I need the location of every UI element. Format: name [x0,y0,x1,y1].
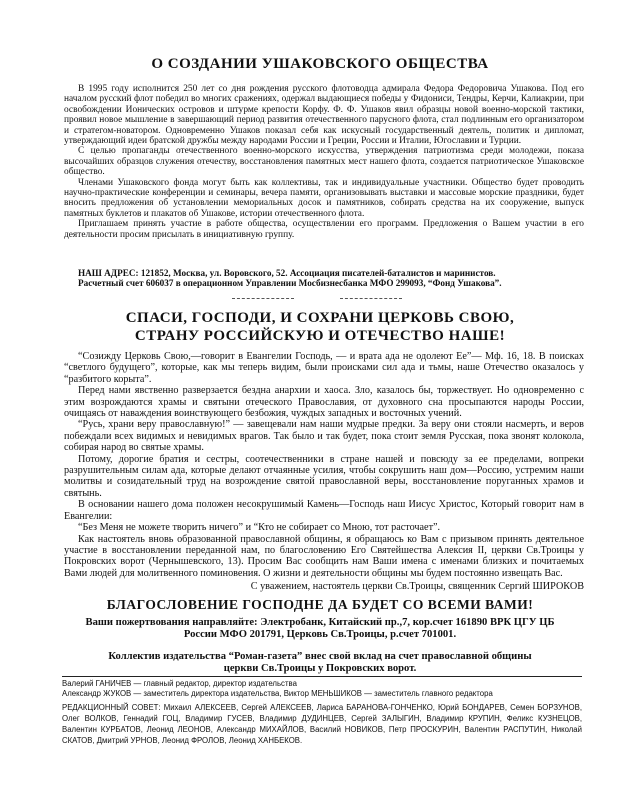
church-article-title-line2: СТРАНУ РОССИЙСКУЮ И ОТЕЧЕСТВО НАШЕ! [134,328,506,344]
church-paragraph: В основании нашего дома положен несокрушимый Камень—Господь наш Иисус Христос, Который говорит нам в Евангелии: [64,499,584,522]
ushakov-address [64,268,584,289]
donations-line: Ваши пожертвования направляйте: Электробанк, Китайский пр.,7, кор.счет 161890 ВРК ЦГУ ЦБ [85,617,555,628]
church-paragraph: Перед нами явственно разверзается бездна анархии и хаоса. Зло, казалось бы, торжествует. Но одновременно с этим возрождаются храмы и святыни отеческого Православия, от духовного сна просыпаются народы России, очищаясь от наваждения воинствующего безбожия, чуждых западных и восточных учений. [64,385,584,420]
editorial-board: РЕДАКЦИОННЫЙ СОВЕТ: Михаил АЛЕКСЕЕВ, Сергей АЛЕКСЕЕВ, Лариса БАРАНОВА-ГОНЧЕНКО, Юрий БОНДАРЕВ, Семен БОРЗУНОВ, Олег ВОЛКОВ, Геннадий ГОЦ, Владимир ГУСЕВ, Владимир ДУДИНЦЕВ, Сергей ЗАЛЫГИН, Владимир КРУПИН, Феликс КУЗНЕЦОВ, Валентин КУРБАТОВ, Леонид ЛЕОНОВ, Александр МИХАЙЛОВ, Василий НОВИКОВ, Петр ПРОСКУРИН, Валентин РАСПУТИН, Николай СКАТОВ, Дмитрий УРНОВ, Леонид ФРОЛОВ, Леонид ХАНБЕКОВ. [62,703,582,745]
church-article-title-line1: СПАСИ, ГОСПОДИ, И СОХРАНИ ЦЕРКОВЬ СВОЮ, [125,310,515,326]
ushakov-paragraph: Приглашаем принять участие в работе общества, осуществлении его программ. Предложения о Вашем участии в его деятельности просим присылать в инициативную группу. [64,219,584,240]
donations-line: России МФО 201791, Церковь Св.Троицы, р.счет 701001. [183,629,457,640]
church-paragraph: “Русь, храни веру православную!” — завещевали нам наши мудрые предки. За веру они стояли насмерть, и веров побеждали всех видимых и невидимых врагов. Так было и так будет, пока стоит земля Русская, пока звонят колокола, собирая народ во святые храмы. [64,419,584,454]
deputy-line: Александр ЖУКОВ — заместитель директора издательства, Виктор МЕНЬШИКОВ — заместитель главного редактора [62,689,493,698]
church-article-body [64,351,584,579]
chief-editor-line: Валерий ГАНИЧЕВ — главный редактор, директор издательства [62,679,297,688]
church-paragraph: “Без Меня не можете творить ничего” и “Кто не собирает со Мною, тот расточает”. [78,522,441,534]
publisher-contribution [0,651,640,675]
church-paragraph: Потому, дорогие братия и сестры, соотечественники в стране нашей и повсюду за ее пределами, вопреки разрушительным силам ада, которые делают отчаянные усилия, чтобы сокрушить наш дом—Россию, устремим наши молитвы и созидательный труд на возрождение святой православной веры, восстановление поруганных храмов и святынь. [64,453,584,499]
church-signature: С уважением, настоятель церкви Св.Троицы, священник Сергий ШИРОКОВ [250,581,584,592]
church-paragraph: “Созижду Церковь Свою,—говорит в Евангелии Господь, — и врата ада не одолеют Ее”— Мф. 16, 18. В поисках “светлого будущего”, которые, как мы теперь видим, были происками сил ада и тьмы, наше Отечество оказалось у “разбитого корыта”. [64,351,584,385]
address-line: НАШ АДРЕС: 121852, Москва, ул. Воровского, 52. Ассоциация писателей-баталистов и маринистов. [78,268,496,278]
editorial-credits [62,679,582,699]
section-divider [232,298,294,299]
blessing-heading: БЛАГОСЛОВЕНИЕ ГОСПОДНЕ ДА БУДЕТ СО ВСЕМИ ВАМИ! [106,597,534,612]
section-divider [340,298,402,299]
bank-account-line: Расчетный счет 606037 в операционном Управлении Мосбизнесбанка МФО 299093, “Фонд Ушакова”. [78,278,502,289]
ushakov-paragraph: В 1995 году исполнится 250 лет со дня рождения русского флотоводца адмирала Федора Федоровича Ушакова. Под его началом русский флот победил во многих сражениях, одержал выдающиеся победы у Фидониси, Тендры, Керчи, Калиакрии, при освобождении Ионических островов и штурме крепости Корфу. Ф. Ф. Ушаков явил образцы новой военно-морской тактики, проявил новое мышление в завершающий период развития отечественного парусного флота, стал подлинным его организатором и стратегом-новатором. Одновременно Ушаков показал себя как искусный государственный деятель, политик и дипломат, утверждающий идеи братской дружбы между народами России и Греции, России и Италии, Югославии и Турции. [64,84,584,147]
contribution-line: церкви Св.Троицы у Покровских ворот. [223,663,417,674]
credits-rule [62,676,582,677]
contribution-line: Коллектив издательства “Роман-газета” внес свой вклад на счет православной общины [108,651,532,662]
ushakov-article-body [64,84,584,240]
church-paragraph: Как настоятель вновь образованной православной общины, я обращаюсь ко Вам с призывом принять деятельное участие в восстановлении переданной нам, по благословению Его Святейшества Алексия II, церкви Св.Троицы у Покровских ворот (Чернышевского, 13). Просим Вас сообщить нам Ваши имена с именами близких и почитаемых Вами людей для молитвенного поминовения. О жизни и деятельности общины мы будем постоянно извещать Вас. [64,533,584,579]
ushakov-paragraph: С целью пропаганды отечественного военно-морского искусства, утверждения патриотизма среди молодежи, показа высочайших образцов служения отечеству, восстановления памятных мест нашего флота, создается патриотическое Ушаковское общество. [64,146,584,178]
donations-info [0,617,640,641]
ushakov-article-title: О СОЗДАНИИ УШАКОВСКОГО ОБЩЕСТВА [151,56,489,72]
ushakov-paragraph: Членами Ушаковского фонда могут быть как коллективы, так и индивидуальные участники. Общество будет проводить научно-практические конференции и семинары, вечера памяти, организовывать выставки и массовые морские праздники, будет вносить предложения об установлении мемориальных досок и памятников, собирать средства на их сооружение, выпуск памятных буклетов и плакатов об Ушакове, истории отечественного флота. [64,177,584,219]
